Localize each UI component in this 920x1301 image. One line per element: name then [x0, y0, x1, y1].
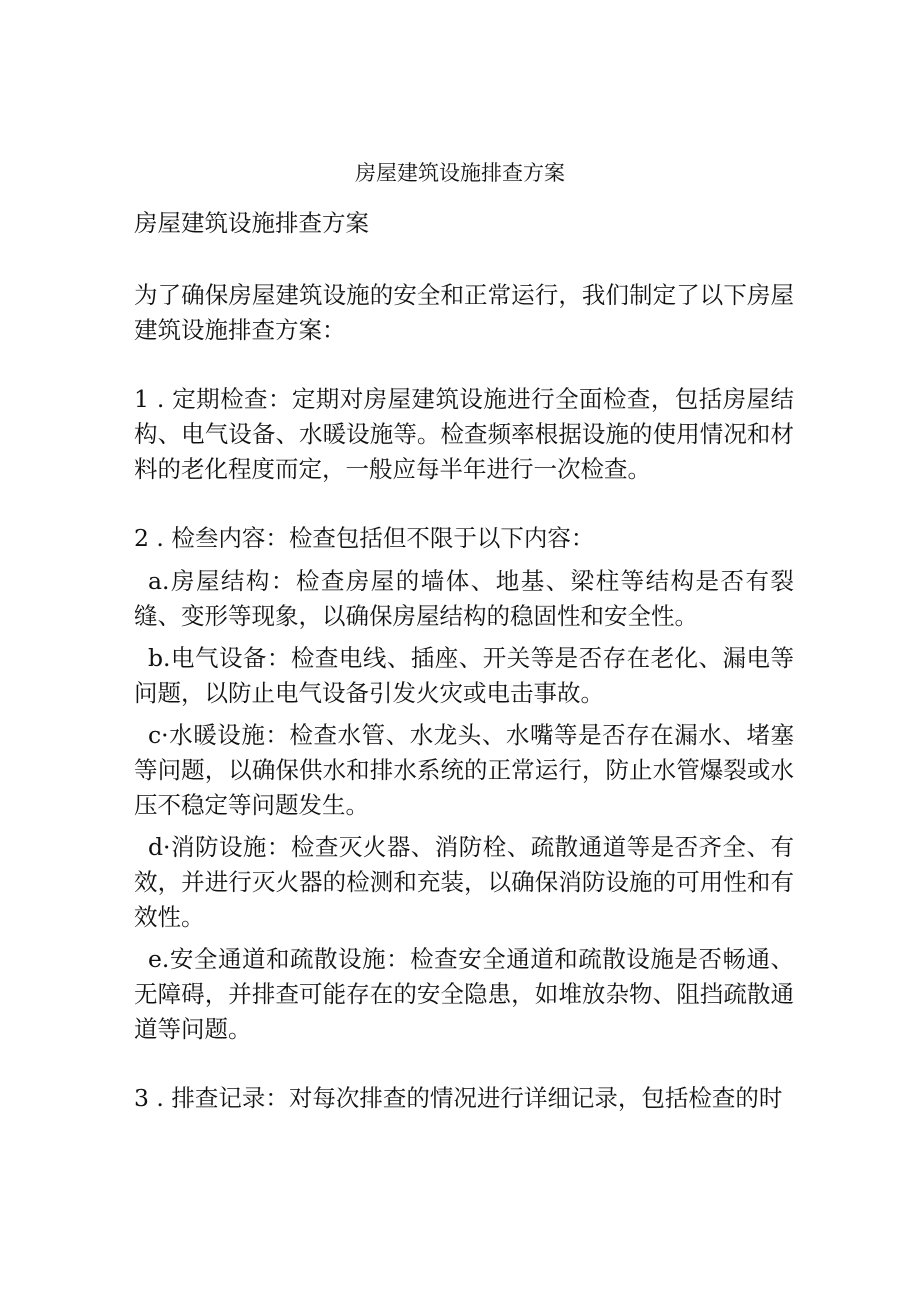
item-2-inspection-content: 2 . 检叁内容：检查包括但不限于以下内容： — [134, 524, 595, 552]
sub-item-d-fire-safety: d·消防设施：检查灭火器、消防栓、疏散通道等是否齐全、有效，并进行灭火器的检测和充装，以确保消防设施的可用性和有效性。 — [134, 833, 794, 931]
sub-item-e-evacuation: e.安全通道和疏散设施：检查安全通道和疏散设施是否畅通、无障碍，并排查可能存在的安全隐患，如堆放杂物、阻挡疏散通道等问题。 — [134, 945, 794, 1043]
document-title: 房屋建筑设施排查方案 — [355, 161, 565, 185]
sub-item-a-structure: a.房屋结构：检查房屋的墙体、地基、梁柱等结构是否有裂缝、变形等现象，以确保房屋结构的稳固性和安全性。 — [134, 567, 794, 630]
item-3-inspection-records: 3 . 排查记录：对每次排查的情况进行详细记录，包括检查的时 — [134, 1084, 783, 1112]
sub-item-b-electrical: b.电气设备：检查电线、插座、开关等是否存在老化、漏电等问题，以防止电气设备引发火灾或电击事故。 — [134, 644, 794, 707]
sub-item-c-plumbing: c·水暖设施：检查水管、水龙头、水嘴等是否存在漏水、堵塞等问题，以确保供水和排水系统的正常运行，防止水管爆裂或水压不稳定等问题发生。 — [134, 721, 794, 819]
item-1-periodic-inspection: 1 . 定期检查：定期对房屋建筑设施进行全面检查，包括房屋结构、电气设备、水暖设施等。检查频率根据设施的使用情况和材料的老化程度而定，一般应每半年进行一次检查。 — [134, 385, 794, 483]
document-subtitle: 房屋建筑设施排查方案 — [134, 209, 369, 237]
intro-paragraph: 为了确保房屋建筑设施的安全和正常运行，我们制定了以下房屋建筑设施排查方案： — [134, 281, 794, 344]
document-body — [134, 206, 794, 1150]
